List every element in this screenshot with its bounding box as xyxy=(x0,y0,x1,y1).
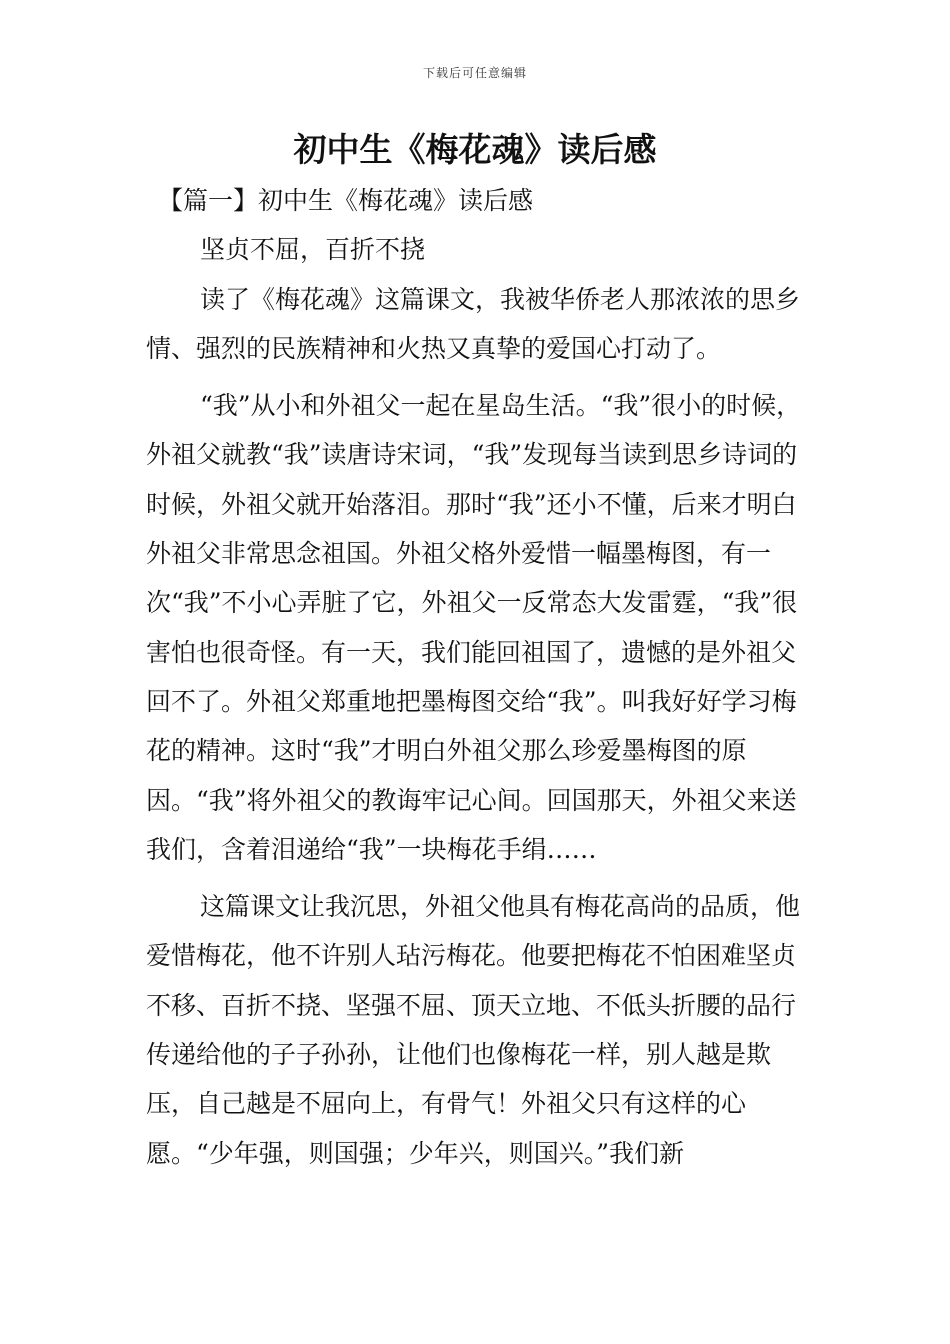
paragraph-1: 读了《梅花魂》这篇课文，我被华侨老人那浓浓的思乡情、强烈的民族精神和火热又真挚的爱国心打动了。 xyxy=(146,284,801,363)
paragraph-3: 这篇课文让我沉思，外祖父他具有梅花高尚的品质，他爱惜梅花，他不许别人玷污梅花。他要把梅花不怕困难坚贞不移、百折不挠、坚强不屈、顶天立地、不低头折腰的品行传递给他的子子孙孙，让他们也像梅花一样，别人越是欺压，自己越是不屈向上，有骨气！外祖父只有这样的心愿。“少年强，则国强；少年兴，则国兴。”我们新 xyxy=(146,892,801,1168)
document-title: 初中生《梅花魂》读后感 xyxy=(293,130,657,169)
header-note: 下载后可任意编辑 xyxy=(422,66,527,80)
section-heading: 【篇一】初中生《梅花魂》读后感 xyxy=(158,186,534,215)
document-body xyxy=(146,176,806,1178)
paragraph-2: “我”从小和外祖父一起在星岛生活。“我”很小的时候，外祖父就教“我”读唐诗宋词，“我”发现每当读到思乡诗词的时候，外祖父就开始落泪。那时“我”还小不懂，后来才明白外祖父非常思念祖国。外祖父格外爱惜一幅墨梅图，有一次“我”不小心弄脏了它，外祖父一反常态大发雷霆，“我”很害怕也很奇怪。有一天，我们能回祖国了，遗憾的是外祖父回不了。外祖父郑重地把墨梅图交给“我”。叫我好好学习梅花的精神。这时“我”才明白外祖父那么珍爱墨梅图的原因。“我”将外祖父的教诲牢记心间。回国那天，外祖父来送我们，含着泪递给“我”一块梅花手绢…… xyxy=(146,391,802,864)
subtitle: 坚贞不屈，百折不挠 xyxy=(200,235,426,265)
